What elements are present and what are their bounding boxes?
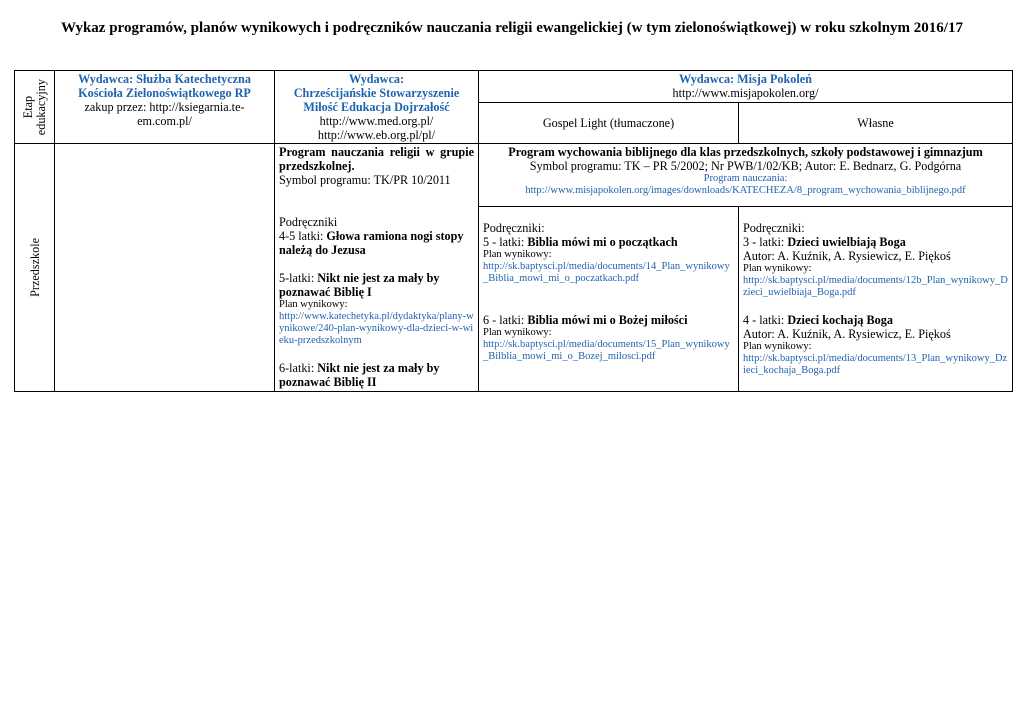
gospel-plan-2-link[interactable]: http://sk.baptysci.pl/media/documents/15_Plan_wynikowy_Bilblia_mowi_mi_o_Bozej_milosci.pdf (483, 338, 730, 362)
etap-header-cell (15, 71, 55, 144)
gospel-textbook-1: 5 - latki: Biblia mówi mi o początkach (483, 234, 678, 249)
gospel-plan-2-label: Plan wynikowy: (483, 326, 552, 338)
plan-link[interactable]: http://www.katechetyka.pl/dydaktyka/plany-wynikowe/240-plan-wynikowy-dla-dzieci-w-wieku-przedszkolnym (279, 311, 474, 346)
wlasne-textbook-2-author: Autor: A. Kuźnik, A. Rysiewicz, E. Piękoś (743, 326, 951, 341)
textbook-2: 5-latki: Nikt nie jest za mały by poznawać Biblię I (279, 271, 440, 299)
textbooks-heading: Podręczniki (279, 215, 338, 229)
publisher-2-header (275, 71, 479, 144)
publisher-2-url-2[interactable]: http://www.eb.org.pl/pl/ (317, 128, 436, 142)
wlasne-content (739, 206, 1013, 391)
textbook-1: 4-5 latki: Głowa ramiona nogi stopy należą do Jezusa (279, 229, 464, 257)
plan-label: Plan wynikowy: (279, 299, 348, 310)
wlasne-plan-2-link[interactable]: http://sk.baptysci.pl/media/documents/13_Plan_wynikowy_Dzieci_kochaja_Boga.pdf (743, 352, 1008, 376)
wlasne-plan-1-label: Plan wynikowy: (743, 262, 812, 274)
publisher-1-name-line1: Wydawca: Służba Katechetyczna (78, 72, 251, 86)
etap-label-line2: edukacyjny (33, 78, 48, 136)
textbook-3: 6-latki: Nikt nie jest za mały by poznawać Biblię II (279, 361, 440, 389)
subheader-wlasne: Własne (739, 102, 1013, 143)
publisher-2-url-1[interactable]: http://www.med.org.pl/ (319, 114, 434, 128)
wlasne-textbook-1-author: Autor: A. Kuźnik, A. Rysiewicz, E. Piękoś (743, 248, 951, 263)
program-3-label: Program nauczania: (703, 173, 788, 184)
program-title: Program nauczania religii w grupie przedszkolnej. (279, 145, 474, 173)
program-3-symbol: Symbol programu: TK – PR 5/2002; Nr PWB/1/02/KB; Autor: E. Bednarz, G. Podgórna (529, 159, 962, 173)
publisher-1-shop-line1: zakup przez: http://ksiegarnia.te- (84, 100, 245, 114)
gospel-plan-1-link[interactable]: http://sk.baptysci.pl/media/documents/14_Plan_wynikowy_Biblia_mowi_mi_o_poczatkach.pdf (483, 260, 730, 284)
gospel-textbooks-heading: Podręczniki: (483, 220, 545, 235)
wlasne-textbook-1: 3 - latki: Dzieci uwielbiają Boga (743, 234, 906, 249)
publisher-2-name-line1: Chrześcijańskie Stowarzyszenie (293, 86, 460, 100)
wlasne-plan-1-link[interactable]: http://sk.baptysci.pl/media/documents/12b_Plan_wynikowy_Dzieci_uwielbiaja_Boga.pdf (743, 274, 1008, 298)
publisher-1-name-line2: Kościoła Zielonoświątkowego RP (78, 86, 251, 100)
etap-label-line1: Etap (20, 95, 35, 119)
program-3-title: Program wychowania biblijnego dla klas przedszkolnych, szkoły podstawowej i gimnazjum (508, 145, 983, 159)
publisher-1-header (55, 71, 275, 144)
publisher-1-content (55, 144, 275, 392)
wlasne-textbooks-heading: Podręczniki: (743, 220, 805, 235)
publisher-2-name-line2: Miłość Edukacja Dojrzałość (303, 100, 450, 114)
gospel-textbook-2: 6 - latki: Biblia mówi mi o Bożej miłości (483, 312, 688, 327)
publisher-3-header (479, 71, 1013, 103)
publisher-3-name: Wydawca: Misja Pokoleń (679, 72, 812, 86)
publisher-3-program (479, 144, 1013, 207)
program-3-link[interactable]: http://www.misjapokolen.org/images/downloads/KATECHEZA/8_program_wychowania_biblijnego.pdf (525, 185, 966, 196)
wlasne-plan-2-label: Plan wynikowy: (743, 340, 812, 352)
stage-cell (15, 144, 55, 392)
wlasne-textbook-2: 4 - latki: Dzieci kochają Boga (743, 312, 893, 327)
gospel-plan-1-label: Plan wynikowy: (483, 248, 552, 260)
programs-table (14, 70, 1013, 392)
publisher-1-shop-line2: em.com.pl/ (137, 114, 192, 128)
publisher-2-label: Wydawca: (348, 72, 405, 86)
publisher-3-url[interactable]: http://www.misjapokolen.org/ (672, 86, 819, 100)
page-title: Wykaz programów, planów wynikowych i podręczników nauczania religii ewangelickiej (w tym zielonoświątkowej) w roku szkolnym 2016/17 (61, 20, 963, 36)
program-symbol: Symbol programu: TK/PR 10/2011 (279, 173, 451, 187)
publisher-2-content (275, 144, 479, 392)
gospel-light-content (479, 206, 739, 391)
stage-label: Przedszkole (27, 238, 42, 297)
subheader-gospel-light: Gospel Light (tłumaczone) (479, 102, 739, 143)
